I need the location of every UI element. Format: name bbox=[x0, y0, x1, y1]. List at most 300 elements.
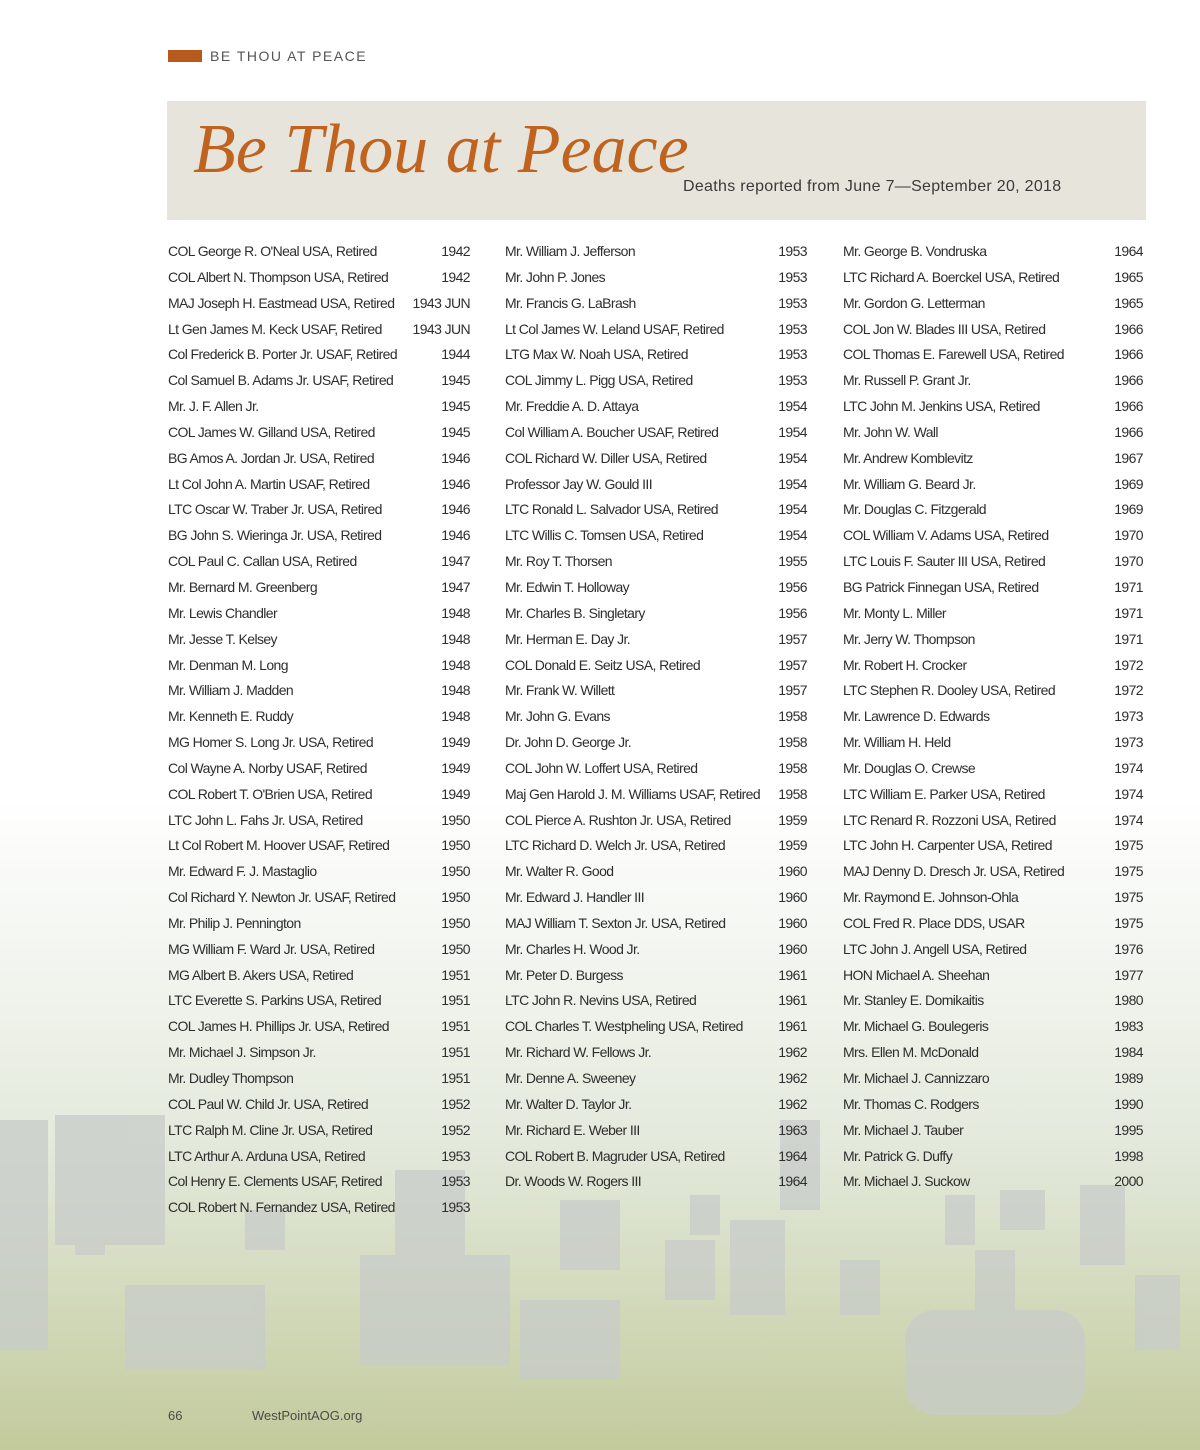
obituary-entry bbox=[168, 837, 470, 863]
obituary-entry bbox=[505, 915, 807, 941]
deceased-name: Mr. Douglas C. Fitzgerald bbox=[843, 501, 986, 518]
obituary-entry bbox=[168, 786, 470, 812]
deceased-name: Dr. John D. George Jr. bbox=[505, 734, 632, 751]
deceased-name: Mr. Edward J. Handler III bbox=[505, 889, 645, 906]
deceased-name: Mr. Russell P. Grant Jr. bbox=[843, 372, 971, 389]
class-year: 1964 bbox=[778, 1173, 807, 1190]
obituary-entry bbox=[843, 708, 1143, 734]
deceased-name: Mr. William J. Madden bbox=[168, 682, 294, 699]
obituary-entry bbox=[505, 1070, 807, 1096]
obituary-entry bbox=[168, 992, 470, 1018]
class-year: 1969 bbox=[1114, 475, 1143, 492]
class-year: 1960 bbox=[778, 889, 807, 906]
obituary-entry bbox=[505, 269, 807, 295]
deceased-name: Professor Jay W. Gould III bbox=[505, 475, 653, 492]
obituary-entry bbox=[843, 786, 1143, 812]
class-year: 1995 bbox=[1114, 1121, 1143, 1138]
class-year: 1966 bbox=[1114, 372, 1143, 389]
obituary-entry bbox=[843, 372, 1143, 398]
deceased-name: MAJ Denny D. Dresch Jr. USA, Retired bbox=[843, 863, 1065, 880]
deceased-name: LTC John R. Nevins USA, Retired bbox=[505, 992, 697, 1009]
class-year: 1943 JUN bbox=[412, 320, 470, 337]
obituary-entry bbox=[168, 1096, 470, 1122]
class-year: 1945 bbox=[441, 398, 470, 415]
deceased-name: LTC John J. Angell USA, Retired bbox=[843, 940, 1027, 957]
deceased-name: Mr. Herman E. Day Jr. bbox=[505, 630, 631, 647]
deceased-name: COL Charles T. Westpheling USA, Retired bbox=[505, 1018, 743, 1035]
class-year: 1989 bbox=[1114, 1070, 1143, 1086]
obituary-entry bbox=[843, 812, 1143, 838]
class-year: 1956 bbox=[778, 578, 807, 595]
class-year: 1975 bbox=[1114, 863, 1143, 880]
obituary-entry bbox=[843, 398, 1143, 424]
deceased-name: LTC John L. Fahs Jr. USA, Retired bbox=[168, 811, 363, 828]
obituary-entry bbox=[168, 631, 470, 657]
class-year: 1950 bbox=[441, 940, 470, 957]
deceased-name: Mr. William G. Beard Jr. bbox=[843, 475, 976, 492]
obituary-entry bbox=[843, 889, 1143, 915]
deceased-name: Col Frederick B. Porter Jr. USAF, Retired bbox=[168, 346, 398, 363]
class-year: 1990 bbox=[1114, 1095, 1143, 1112]
deceased-name: Dr. Woods W. Rogers III bbox=[505, 1173, 642, 1190]
obituary-entry bbox=[505, 967, 807, 993]
deceased-name: Mr. Richard E. Weber III bbox=[505, 1121, 640, 1138]
deceased-name: Mr. John G. Evans bbox=[505, 708, 610, 725]
deceased-name: Col William A. Boucher USAF, Retired bbox=[505, 423, 719, 440]
obituary-entry bbox=[168, 915, 470, 941]
deceased-name: COL George R. O'Neal USA, Retired bbox=[168, 243, 377, 259]
class-year: 1953 bbox=[441, 1173, 470, 1190]
obituary-entry bbox=[505, 1122, 807, 1148]
obituary-entry bbox=[168, 708, 470, 734]
class-year: 1972 bbox=[1114, 656, 1143, 673]
obituary-entry bbox=[843, 243, 1143, 269]
deceased-name: Lt Gen James M. Keck USAF, Retired bbox=[168, 320, 382, 337]
obituary-entry bbox=[505, 295, 807, 321]
obituary-entry bbox=[168, 967, 470, 993]
obituary-entry bbox=[843, 863, 1143, 889]
deceased-name: COL Paul C. Callan USA, Retired bbox=[168, 553, 357, 570]
obituary-entry bbox=[168, 346, 470, 372]
obituary-entry bbox=[168, 863, 470, 889]
deceased-name: Mr. Douglas O. Crewse bbox=[843, 759, 976, 776]
class-year: 1946 bbox=[441, 501, 470, 518]
deceased-name: Mr. Freddie A. D. Attaya bbox=[505, 398, 639, 415]
obituary-entry bbox=[843, 1148, 1143, 1174]
class-year: 1958 bbox=[778, 708, 807, 725]
obituary-entry bbox=[843, 682, 1143, 708]
class-year: 1965 bbox=[1114, 294, 1143, 311]
class-year: 1954 bbox=[778, 449, 807, 466]
deceased-name: Mr. Michael J. Cannizzaro bbox=[843, 1070, 990, 1086]
deceased-name: COL Jimmy L. Pigg USA, Retired bbox=[505, 372, 693, 389]
obituary-entry bbox=[843, 424, 1143, 450]
obituary-entry bbox=[505, 1018, 807, 1044]
class-year: 1947 bbox=[441, 553, 470, 570]
deceased-name: LTC Ronald L. Salvador USA, Retired bbox=[505, 501, 718, 518]
obituary-entry bbox=[168, 398, 470, 424]
obituary-entry bbox=[843, 321, 1143, 347]
obituary-entry bbox=[505, 372, 807, 398]
class-year: 1966 bbox=[1114, 320, 1143, 337]
deceased-name: Mr. Peter D. Burgess bbox=[505, 966, 623, 983]
deceased-name: Mr. Bernard M. Greenberg bbox=[168, 578, 317, 595]
obituary-entry bbox=[505, 631, 807, 657]
class-year: 1953 bbox=[778, 268, 807, 285]
deceased-name: MG William F. Ward Jr. USA, Retired bbox=[168, 940, 375, 957]
obituary-entry bbox=[505, 605, 807, 631]
deceased-name: Mrs. Ellen M. McDonald bbox=[843, 1044, 979, 1061]
class-year: 1949 bbox=[441, 785, 470, 802]
obituary-entry bbox=[168, 605, 470, 631]
obituary-entry bbox=[505, 579, 807, 605]
class-year: 1954 bbox=[778, 527, 807, 544]
deceased-name: Mr. Michael J. Tauber bbox=[843, 1121, 964, 1138]
deceased-name: COL James H. Phillips Jr. USA, Retired bbox=[168, 1018, 389, 1035]
obituary-entry bbox=[505, 398, 807, 424]
deceased-name: Col Richard Y. Newton Jr. USAF, Retired bbox=[168, 889, 396, 906]
class-year: 1974 bbox=[1114, 759, 1143, 776]
class-year: 1954 bbox=[778, 475, 807, 492]
deceased-name: Mr. John P. Jones bbox=[505, 268, 606, 285]
obituary-entry bbox=[505, 450, 807, 476]
class-year: 1957 bbox=[778, 682, 807, 699]
obituary-entry bbox=[843, 527, 1143, 553]
obituary-entry bbox=[843, 657, 1143, 683]
obituary-entry bbox=[843, 269, 1143, 295]
section-marker bbox=[168, 50, 202, 62]
deceased-name: LTC Louis F. Sauter III USA, Retired bbox=[843, 553, 1046, 570]
obituary-entry bbox=[843, 1018, 1143, 1044]
class-year: 1958 bbox=[778, 734, 807, 751]
class-year: 1945 bbox=[441, 372, 470, 389]
class-year: 1973 bbox=[1114, 708, 1143, 725]
class-year: 1980 bbox=[1114, 992, 1143, 1009]
deceased-name: MG Homer S. Long Jr. USA, Retired bbox=[168, 734, 374, 751]
obituary-entry bbox=[505, 1148, 807, 1174]
obituary-entry bbox=[505, 1173, 807, 1199]
obituary-entry bbox=[843, 450, 1143, 476]
class-year: 1957 bbox=[778, 630, 807, 647]
class-year: 1960 bbox=[778, 914, 807, 931]
deceased-name: Mr. Thomas C. Rodgers bbox=[843, 1095, 979, 1112]
deceased-name: MAJ Joseph H. Eastmead USA, Retired bbox=[168, 294, 395, 311]
class-year: 1960 bbox=[778, 863, 807, 880]
obituary-entry bbox=[505, 889, 807, 915]
obituary-entry bbox=[843, 1044, 1143, 1070]
obituary-entry bbox=[168, 760, 470, 786]
deceased-name: LTC William E. Parker USA, Retired bbox=[843, 785, 1045, 802]
class-year: 1949 bbox=[441, 759, 470, 776]
deceased-name: Mr. Charles H. Wood Jr. bbox=[505, 940, 640, 957]
obituary-entry bbox=[843, 476, 1143, 502]
class-year: 1959 bbox=[778, 837, 807, 854]
deceased-name: LTC Renard R. Rozzoni USA, Retired bbox=[843, 811, 1056, 828]
page-number: 66 bbox=[168, 1408, 183, 1423]
title-banner bbox=[167, 101, 1146, 220]
class-year: 1946 bbox=[441, 449, 470, 466]
class-year: 1971 bbox=[1114, 604, 1143, 621]
deceased-name: BG Amos A. Jordan Jr. USA, Retired bbox=[168, 449, 375, 466]
deceased-name: COL Pierce A. Rushton Jr. USA, Retired bbox=[505, 811, 731, 828]
obituary-entry bbox=[843, 346, 1143, 372]
obituary-entry bbox=[168, 889, 470, 915]
obituary-entry bbox=[505, 708, 807, 734]
obituary-entry bbox=[505, 837, 807, 863]
deceased-name: Mr. Monty L. Miller bbox=[843, 604, 946, 621]
class-year: 1972 bbox=[1114, 682, 1143, 699]
obituary-entry bbox=[843, 1070, 1143, 1096]
obituary-entry bbox=[843, 579, 1143, 605]
obituary-entry bbox=[505, 734, 807, 760]
deceased-name: COL Jon W. Blades III USA, Retired bbox=[843, 320, 1046, 337]
deceased-name: Mr. George B. Vondruska bbox=[843, 243, 987, 259]
class-year: 1958 bbox=[778, 785, 807, 802]
class-year: 1975 bbox=[1114, 914, 1143, 931]
deceased-name: COL Albert N. Thompson USA, Retired bbox=[168, 268, 389, 285]
class-year: 1962 bbox=[778, 1095, 807, 1112]
class-year: 1975 bbox=[1114, 889, 1143, 906]
deceased-name: LTC Everette S. Parkins USA, Retired bbox=[168, 992, 382, 1009]
deceased-name: Mr. Walter R. Good bbox=[505, 863, 614, 880]
obituary-entry bbox=[168, 372, 470, 398]
class-year: 1955 bbox=[778, 553, 807, 570]
obituary-entry bbox=[843, 967, 1143, 993]
page-subtitle: Deaths reported from June 7—September 20, 2018 bbox=[683, 178, 1062, 195]
obituary-entry bbox=[168, 941, 470, 967]
obituary-entry bbox=[168, 424, 470, 450]
class-year: 1959 bbox=[778, 811, 807, 828]
deceased-name: Mr. Walter D. Taylor Jr. bbox=[505, 1095, 632, 1112]
obituary-entry bbox=[168, 1044, 470, 1070]
deceased-name: Mr. Edwin T. Holloway bbox=[505, 578, 630, 595]
obituary-entry bbox=[168, 812, 470, 838]
obituary-entry bbox=[168, 1199, 470, 1225]
obituary-entry bbox=[505, 346, 807, 372]
obituary-entry bbox=[505, 682, 807, 708]
deceased-name: COL Robert T. O'Brien USA, Retired bbox=[168, 785, 373, 802]
class-year: 1950 bbox=[441, 914, 470, 931]
obituary-entry bbox=[168, 1122, 470, 1148]
obituary-entry bbox=[168, 295, 470, 321]
class-year: 1954 bbox=[778, 423, 807, 440]
obituary-entry bbox=[843, 1096, 1143, 1122]
class-year: 1953 bbox=[778, 243, 807, 259]
class-year: 1960 bbox=[778, 940, 807, 957]
deceased-name: Mr. William H. Held bbox=[843, 734, 951, 751]
class-year: 1945 bbox=[441, 423, 470, 440]
obituary-entry bbox=[168, 269, 470, 295]
class-year: 1946 bbox=[441, 527, 470, 544]
obituary-entry bbox=[168, 1070, 470, 1096]
deceased-name: MAJ William T. Sexton Jr. USA, Retired bbox=[505, 914, 726, 931]
website-link[interactable]: WestPointAOG.org bbox=[252, 1408, 363, 1423]
obituary-column-2 bbox=[505, 243, 807, 1199]
obituary-entry bbox=[505, 553, 807, 579]
class-year: 1948 bbox=[441, 708, 470, 725]
class-year: 1950 bbox=[441, 837, 470, 854]
obituary-column-1 bbox=[168, 243, 470, 1225]
deceased-name: Mr. Frank W. Willett bbox=[505, 682, 615, 699]
deceased-name: Mr. Lawrence D. Edwards bbox=[843, 708, 990, 725]
obituary-entry bbox=[168, 1148, 470, 1174]
class-year: 1998 bbox=[1114, 1147, 1143, 1164]
deceased-name: COL Robert N. Fernandez USA, Retired bbox=[168, 1199, 395, 1216]
deceased-name: Mr. Dudley Thompson bbox=[168, 1070, 294, 1086]
deceased-name: Col Henry E. Clements USAF, Retired bbox=[168, 1173, 382, 1190]
class-year: 1948 bbox=[441, 682, 470, 699]
deceased-name: Mr. Francis G. LaBrash bbox=[505, 294, 636, 311]
class-year: 1953 bbox=[778, 294, 807, 311]
class-year: 2000 bbox=[1114, 1173, 1143, 1190]
deceased-name: Mr. Lewis Chandler bbox=[168, 604, 278, 621]
deceased-name: Mr. Edward F. J. Mastaglio bbox=[168, 863, 317, 880]
class-year: 1948 bbox=[441, 656, 470, 673]
obituary-entry bbox=[505, 812, 807, 838]
class-year: 1956 bbox=[778, 604, 807, 621]
obituary-entry bbox=[505, 424, 807, 450]
class-year: 1970 bbox=[1114, 527, 1143, 544]
obituary-entry bbox=[168, 734, 470, 760]
obituary-entry bbox=[168, 450, 470, 476]
deceased-name: Mr. Raymond E. Johnson-Ohla bbox=[843, 889, 1019, 906]
class-year: 1952 bbox=[441, 1121, 470, 1138]
obituary-entry bbox=[505, 321, 807, 347]
obituary-entry bbox=[843, 1122, 1143, 1148]
deceased-name: Lt Col Robert M. Hoover USAF, Retired bbox=[168, 837, 390, 854]
deceased-name: Mr. Andrew Komblevitz bbox=[843, 449, 973, 466]
class-year: 1966 bbox=[1114, 398, 1143, 415]
deceased-name: Mr. Gordon G. Letterman bbox=[843, 294, 985, 311]
deceased-name: Mr. J. F. Allen Jr. bbox=[168, 398, 259, 415]
class-year: 1974 bbox=[1114, 811, 1143, 828]
section-label: BE THOU AT PEACE bbox=[210, 48, 368, 64]
obituary-entry bbox=[168, 501, 470, 527]
class-year: 1953 bbox=[441, 1199, 470, 1216]
obituary-entry bbox=[505, 476, 807, 502]
class-year: 1962 bbox=[778, 1070, 807, 1086]
obituary-entry bbox=[505, 992, 807, 1018]
class-year: 1966 bbox=[1114, 346, 1143, 363]
class-year: 1951 bbox=[441, 1018, 470, 1035]
obituary-column-3 bbox=[843, 243, 1143, 1199]
obituary-entry bbox=[843, 631, 1143, 657]
deceased-name: LTC Richard D. Welch Jr. USA, Retired bbox=[505, 837, 726, 854]
deceased-name: Mr. Patrick G. Duffy bbox=[843, 1147, 953, 1164]
class-year: 1957 bbox=[778, 656, 807, 673]
deceased-name: Mr. Stanley E. Domikaitis bbox=[843, 992, 984, 1009]
obituary-entry bbox=[843, 760, 1143, 786]
deceased-name: COL William V. Adams USA, Retired bbox=[843, 527, 1049, 544]
obituary-entry bbox=[505, 1096, 807, 1122]
deceased-name: COL Fred R. Place DDS, USAR bbox=[843, 914, 1025, 931]
deceased-name: COL Robert B. Magruder USA, Retired bbox=[505, 1147, 725, 1164]
class-year: 1961 bbox=[778, 992, 807, 1009]
deceased-name: Mr. John W. Wall bbox=[843, 423, 938, 440]
obituary-entry bbox=[168, 476, 470, 502]
obituary-entry bbox=[168, 1018, 470, 1044]
deceased-name: Mr. Robert H. Crocker bbox=[843, 656, 967, 673]
class-year: 1983 bbox=[1114, 1018, 1143, 1035]
deceased-name: MG Albert B. Akers USA, Retired bbox=[168, 966, 354, 983]
deceased-name: Mr. Denman M. Long bbox=[168, 656, 288, 673]
deceased-name: LTC Willis C. Tomsen USA, Retired bbox=[505, 527, 704, 544]
class-year: 1984 bbox=[1114, 1044, 1143, 1061]
class-year: 1953 bbox=[778, 346, 807, 363]
class-year: 1950 bbox=[441, 889, 470, 906]
obituary-entry bbox=[168, 657, 470, 683]
deceased-name: Mr. Jesse T. Kelsey bbox=[168, 630, 277, 647]
deceased-name: COL Richard W. Diller USA, Retired bbox=[505, 449, 707, 466]
class-year: 1948 bbox=[441, 604, 470, 621]
class-year: 1975 bbox=[1114, 837, 1143, 854]
deceased-name: Mr. Michael J. Suckow bbox=[843, 1173, 970, 1190]
deceased-name: COL Paul W. Child Jr. USA, Retired bbox=[168, 1095, 369, 1112]
obituary-entry bbox=[505, 657, 807, 683]
class-year: 1951 bbox=[441, 1044, 470, 1061]
obituary-entry bbox=[168, 527, 470, 553]
obituary-entry bbox=[843, 941, 1143, 967]
obituary-entry bbox=[843, 992, 1143, 1018]
class-year: 1974 bbox=[1114, 785, 1143, 802]
class-year: 1944 bbox=[441, 346, 470, 363]
deceased-name: Mr. Michael J. Simpson Jr. bbox=[168, 1044, 316, 1061]
class-year: 1969 bbox=[1114, 501, 1143, 518]
class-year: 1964 bbox=[1114, 243, 1143, 259]
deceased-name: Mr. Philip J. Pennington bbox=[168, 914, 301, 931]
obituary-entry bbox=[505, 243, 807, 269]
class-year: 1971 bbox=[1114, 578, 1143, 595]
class-year: 1950 bbox=[441, 863, 470, 880]
deceased-name: Mr. Michael G. Boulegeris bbox=[843, 1018, 989, 1035]
deceased-name: LTC Arthur A. Arduna USA, Retired bbox=[168, 1147, 366, 1164]
deceased-name: LTC John H. Carpenter USA, Retired bbox=[843, 837, 1052, 854]
class-year: 1976 bbox=[1114, 940, 1143, 957]
obituary-entry bbox=[505, 863, 807, 889]
deceased-name: Maj Gen Harold J. M. Williams USAF, Retired bbox=[505, 785, 761, 802]
obituary-entry bbox=[843, 734, 1143, 760]
class-year: 1942 bbox=[441, 268, 470, 285]
deceased-name: BG Patrick Finnegan USA, Retired bbox=[843, 578, 1039, 595]
class-year: 1964 bbox=[778, 1147, 807, 1164]
deceased-name: LTC Richard A. Boerckel USA, Retired bbox=[843, 268, 1060, 285]
deceased-name: Mr. Denne A. Sweeney bbox=[505, 1070, 636, 1086]
class-year: 1948 bbox=[441, 630, 470, 647]
obituary-entry bbox=[168, 243, 470, 269]
class-year: 1951 bbox=[441, 992, 470, 1009]
obituary-entry bbox=[168, 553, 470, 579]
class-year: 1953 bbox=[441, 1147, 470, 1164]
obituary-entry bbox=[168, 682, 470, 708]
obituary-entry bbox=[505, 760, 807, 786]
deceased-name: LTC Stephen R. Dooley USA, Retired bbox=[843, 682, 1056, 699]
class-year: 1951 bbox=[441, 966, 470, 983]
page-title: Be Thou at Peace bbox=[193, 111, 689, 188]
class-year: 1954 bbox=[778, 501, 807, 518]
class-year: 1963 bbox=[778, 1121, 807, 1138]
deceased-name: Mr. Roy T. Thorsen bbox=[505, 553, 612, 570]
deceased-name: LTC Ralph M. Cline Jr. USA, Retired bbox=[168, 1121, 373, 1138]
deceased-name: Lt Col John A. Martin USAF, Retired bbox=[168, 475, 370, 492]
obituary-entry bbox=[843, 1173, 1143, 1199]
deceased-name: LTC John M. Jenkins USA, Retired bbox=[843, 398, 1040, 415]
obituary-entry bbox=[505, 501, 807, 527]
obituary-entry bbox=[505, 941, 807, 967]
obituary-entry bbox=[505, 786, 807, 812]
class-year: 1962 bbox=[778, 1044, 807, 1061]
class-year: 1951 bbox=[441, 1070, 470, 1086]
class-year: 1950 bbox=[441, 811, 470, 828]
